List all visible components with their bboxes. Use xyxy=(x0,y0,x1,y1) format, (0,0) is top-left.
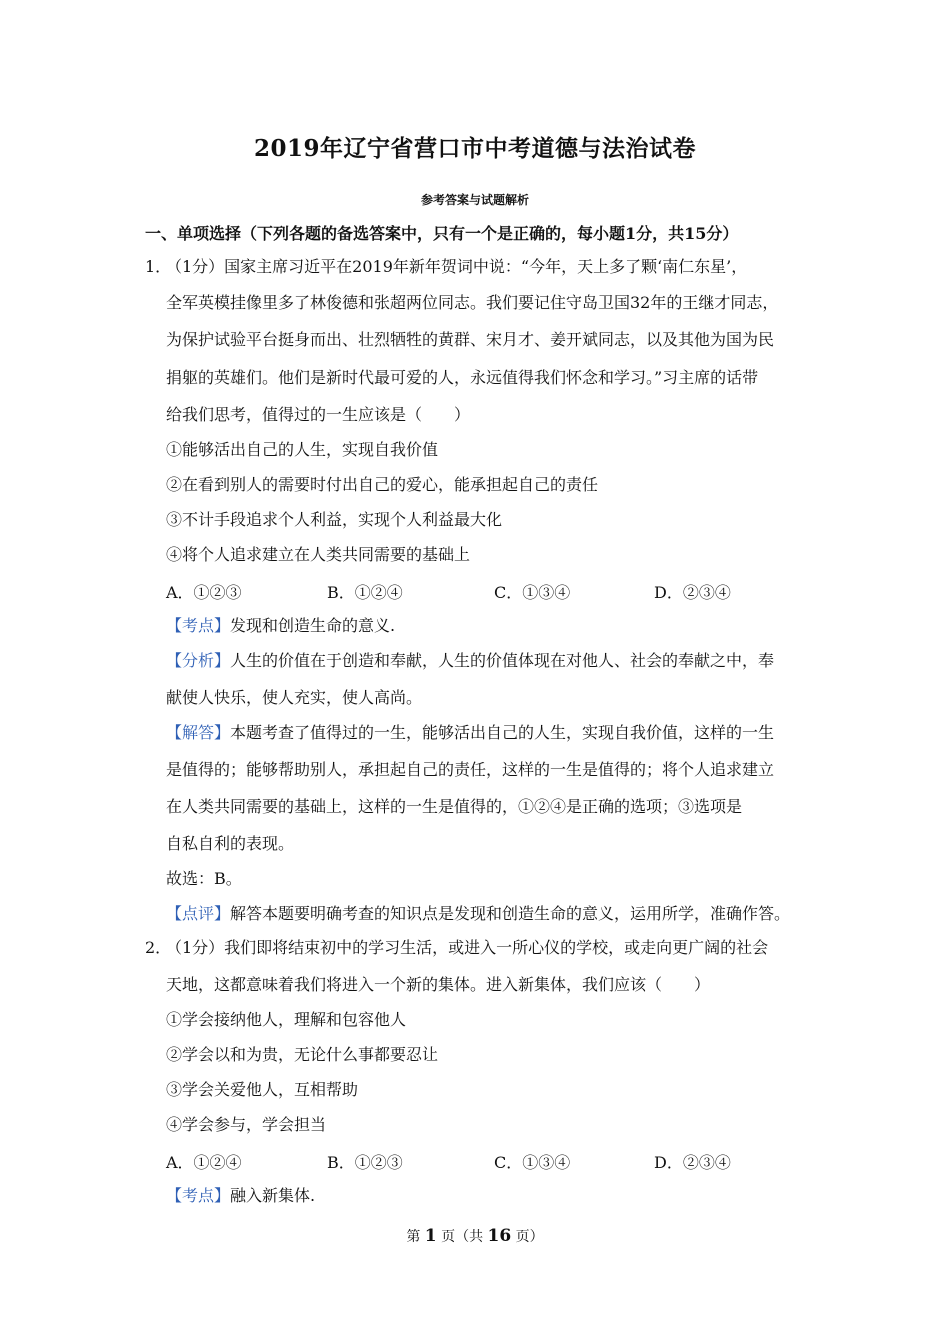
q1-fenxi xyxy=(166,651,774,671)
q1-fenxi-cont: 献使人快乐，使人充实，使人高尚。 xyxy=(166,688,423,707)
kaodian-tag: 【考点】 xyxy=(166,616,231,635)
kaodian-text: 融入新集体. xyxy=(230,1186,316,1205)
fenxi-tag: 【分析】 xyxy=(166,651,231,670)
dianping-text: 解答本题要明确考查的知识点是发现和创造生命的意义，运用所学，准确作答。 xyxy=(230,904,791,923)
q1-jieda xyxy=(166,723,774,743)
q1-stem-line: 为保护试验平台挺身而出、壮烈牺牲的黄群、宋月才、姜开斌同志，以及其他为国为民 xyxy=(166,330,775,349)
q2-option-a: A．①②④ xyxy=(166,1153,242,1172)
q1-item: ①能够活出自己的人生，实现自我价值 xyxy=(166,440,439,459)
footer-prefix: 第 xyxy=(406,1229,421,1245)
q2-option-d: D．②③④ xyxy=(654,1153,731,1172)
q1-stem-line: 全军英模挂像里多了林俊德和张超两位同志。我们要记住守岛卫国32年的王继才同志， xyxy=(166,293,779,312)
kaodian-text: 发现和创造生命的意义. xyxy=(230,616,396,635)
jieda-tag: 【解答】 xyxy=(166,723,231,742)
q2-item: ③学会关爱他人，互相帮助 xyxy=(166,1080,359,1099)
footer-page-number: 1 xyxy=(424,1226,437,1246)
kaodian-tag: 【考点】 xyxy=(166,1186,231,1205)
q1-number: 1． xyxy=(145,257,172,276)
section-heading: 一、单项选择（下列各题的备选答案中，只有一个是正确的，每小题1分，共15分） xyxy=(145,224,739,243)
fenxi-text: 人生的价值在于创造和奉献，人生的价值体现在对他人、社会的奉献之中，奉 xyxy=(230,651,775,670)
q1-option-c: C．①③④ xyxy=(494,583,571,602)
q1-dianping xyxy=(166,904,790,924)
footer-suffix: 页） xyxy=(515,1229,544,1245)
footer-middle: 页（共 xyxy=(441,1229,484,1245)
q1-stem-line: 给我们思考，值得过的一生应该是（ ） xyxy=(166,405,471,424)
q1-stem-line: 捐躯的英雄们。他们是新时代最可爱的人，永远值得我们怀念和学习。”习主席的话带 xyxy=(166,368,759,387)
q1-kaodian xyxy=(166,616,395,636)
footer-total-pages: 16 xyxy=(487,1226,512,1246)
q2-item: ②学会以和为贵，无论什么事都要忍让 xyxy=(166,1045,439,1064)
q1-answer: 故选：B。 xyxy=(166,869,242,888)
q1-item: ②在看到别人的需要时付出自己的爱心，能承担起自己的责任 xyxy=(166,475,599,494)
q1-jieda-cont: 在人类共同需要的基础上，这样的一生是值得的，①②④是正确的选项；③选项是 xyxy=(166,797,743,816)
q2-stem-line: 天地，这都意味着我们将进入一个新的集体。进入新集体，我们应该（ ） xyxy=(166,975,711,994)
page-footer xyxy=(0,1226,950,1246)
jieda-text: 本题考查了值得过的一生，能够活出自己的人生，实现自我价值，这样的一生 xyxy=(230,723,775,742)
q1-option-d: D．②③④ xyxy=(654,583,731,602)
q1-item: ③不计手段追求个人利益，实现个人利益最大化 xyxy=(166,510,503,529)
q1-item: ④将个人追求建立在人类共同需要的基础上 xyxy=(166,545,471,564)
q2-kaodian xyxy=(166,1186,315,1206)
page-subtitle: 参考答案与试题解析 xyxy=(420,193,529,207)
dianping-tag: 【点评】 xyxy=(166,904,231,923)
q2-stem-line: （1分）我们即将结束初中的学习生活，或进入一所心仪的学校，或走向更广阔的社会 xyxy=(166,938,769,957)
q2-option-c: C．①③④ xyxy=(494,1153,571,1172)
q1-stem-line: （1分）国家主席习近平在2019年新年贺词中说：“今年，天上多了颗‘南仁东星’， xyxy=(166,257,748,276)
q2-item: ④学会参与，学会担当 xyxy=(166,1115,327,1134)
q2-item: ①学会接纳他人，理解和包容他人 xyxy=(166,1010,407,1029)
q2-number: 2． xyxy=(145,938,172,957)
q1-option-b: B．①②④ xyxy=(327,583,403,602)
q1-jieda-cont: 自私自利的表现。 xyxy=(166,834,295,853)
page-title: 2019年辽宁省营口市中考道德与法治试卷 xyxy=(253,135,696,162)
q2-option-b: B．①②③ xyxy=(327,1153,403,1172)
q1-option-a: A．①②③ xyxy=(166,583,242,602)
q1-jieda-cont: 是值得的；能够帮助别人，承担起自己的责任，这样的一生是值得的；将个人追求建立 xyxy=(166,760,775,779)
